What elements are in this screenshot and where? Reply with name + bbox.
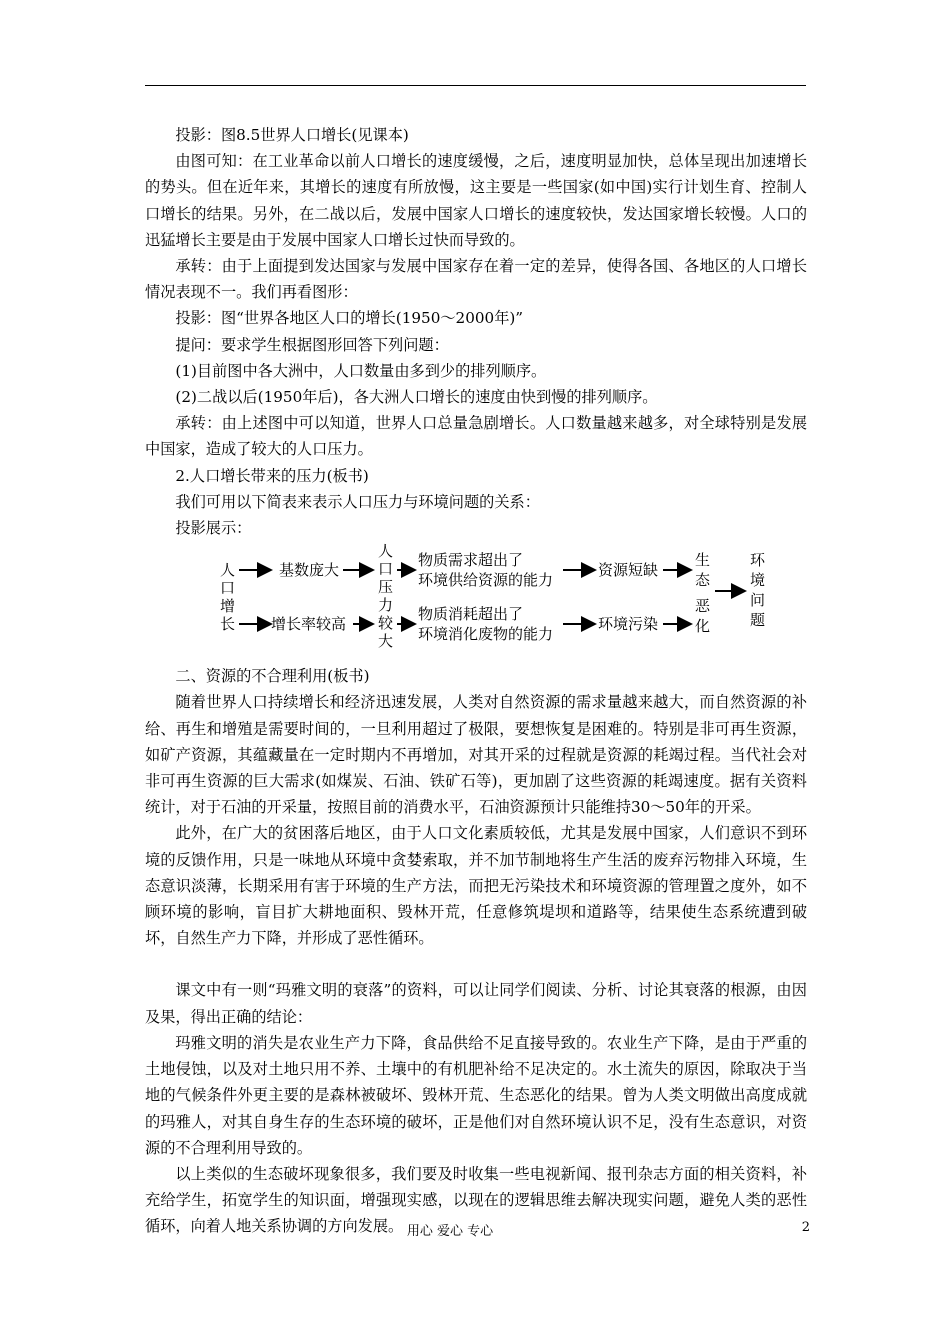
paragraph: 投影展示： bbox=[175, 519, 252, 538]
paragraph: 由图可知：在工业革命以前人口增长的速度缓慢，之后，速度明显加快，总体呈现出加速增长的势头。但在近年来，其增长的速度有所放慢，这主要是一些国家(如中国)实行计划生育、控制人口增长的结果。另外，在二战以后，发展中国家人口增长的速度较快，发达国家增长较慢。人口的迅猛增长主要是由于发展中国家人口增长过快而导致的。 bbox=[145, 152, 807, 249]
paragraph: 投影：图“世界各地区人口的增长(1950～2000年)” bbox=[175, 309, 524, 328]
diagram-start-char: 增 bbox=[220, 597, 236, 616]
diagram-eco-char: 化 bbox=[695, 617, 711, 636]
diagram-eco-char: 恶 bbox=[695, 597, 711, 616]
paragraph: 承转：由上述图中可以知道，世界人口总量急剧增长。人口数量越来越多，对全球特别是发展中国家，造成了较大的人口压力。 bbox=[145, 414, 807, 459]
page-number: 2 bbox=[801, 1220, 810, 1235]
diagram-final-char: 问 bbox=[750, 591, 766, 610]
diagram-lower-cause: 增长率较高 bbox=[271, 615, 347, 634]
population-pressure-flow-diagram bbox=[215, 543, 807, 649]
paragraph: 我们可用以下简表来表示人口压力与环境问题的关系： bbox=[175, 492, 540, 511]
flow-diagram-svg bbox=[215, 543, 785, 649]
paragraph: 提问：要求学生根据图形回答下列问题： bbox=[175, 335, 449, 354]
diagram-pressure-char: 较 bbox=[378, 614, 394, 633]
diagram-pressure-char: 压 bbox=[378, 578, 394, 597]
section-heading: 2.人口增长带来的压力(板书) bbox=[175, 466, 369, 485]
diagram-pressure-char: 力 bbox=[378, 596, 394, 615]
diagram-upper-effect: 环境供给资源的能力 bbox=[418, 571, 554, 590]
diagram-lower-effect: 环境消化废物的能力 bbox=[418, 625, 554, 644]
diagram-eco-char: 态 bbox=[695, 571, 711, 590]
diagram-lower-effect: 物质消耗超出了 bbox=[418, 605, 524, 624]
paragraph: 随着世界人口持续增长和经济迅速发展，人类对自然资源的需求量越来越大，而自然资源的补给、再生和增殖是需要时间的，一旦利用超过了极限，要想恢复是困难的。特别是非可再生资源，如矿产资源，其蕴藏量在一定时期内不再增加，对其开采的过程就是资源的耗竭过程。当代社会对非可再生资源的巨大需求(如煤炭、石油、铁矿石等)，更加剧了这些资源的耗竭速度。据有关资料统计，对于石油的开采量，按照目前的消费水平，石油资源预计只能维持30～50年的开采。 bbox=[145, 693, 807, 817]
diagram-eco-char: 生 bbox=[695, 551, 711, 570]
paragraph: 投影：图8.5世界人口增长(见课本) bbox=[175, 126, 409, 144]
paragraph: 课文中有一则“玛雅文明的衰落”的资料，可以让同学们阅读、分析、讨论其衰落的根源，由因及果，得出正确的结论： bbox=[145, 981, 807, 1026]
paragraph: (1)目前图中各大洲中，人口数量由多到少的排列顺序。 bbox=[175, 361, 547, 380]
diagram-final-char: 环 bbox=[750, 551, 766, 570]
header-rule bbox=[145, 85, 806, 86]
diagram-upper-result: 资源短缺 bbox=[598, 561, 659, 580]
diagram-lower-result: 环境污染 bbox=[598, 615, 659, 634]
document-body bbox=[145, 122, 807, 1240]
section-heading: 二、资源的不合理利用(板书) bbox=[175, 667, 370, 686]
diagram-pressure-char: 口 bbox=[378, 560, 394, 579]
diagram-upper-effect: 物质需求超出了 bbox=[418, 551, 524, 570]
paragraph-spacer bbox=[145, 951, 807, 977]
paragraph: 以上类似的生态破坏现象很多，我们要及时收集一些电视新闻、报刊杂志方面的相关资料，补充给学生，拓宽学生的知识面，增强现实感，以现在的逻辑思维去解决现实问题，避免人类的恶性循环，向着人地关系协调的方向发展。 bbox=[145, 1164, 807, 1236]
diagram-pressure-char: 大 bbox=[378, 632, 394, 650]
diagram-upper-cause: 基数庞大 bbox=[279, 561, 340, 580]
diagram-start-char: 口 bbox=[220, 579, 236, 598]
paragraph: (2)二战以后(1950年后)，各大洲人口增长的速度由快到慢的排列顺序。 bbox=[175, 388, 658, 407]
footer-slogan: 用心 爱心 专心 bbox=[406, 1224, 494, 1239]
paragraph: 玛雅文明的消失是农业生产力下降，食品供给不足直接导致的。农业生产下降，是由于严重的土地侵蚀，以及对土地只用不养、土壤中的有机肥补给不足决定的。水土流失的原因，除取决于当地的气候条件外更主要的是森林被破坏、毁林开荒、生态恶化的结果。曾为人类文明做出高度成就的玛雅人，对其自身生存的生态环境的破坏，正是他们对自然环境认识不足，没有生态意识，对资源的不合理利用导致的。 bbox=[145, 1033, 807, 1157]
diagram-start-char: 长 bbox=[220, 615, 236, 634]
paragraph: 承转：由于上面提到发达国家与发展中国家存在着一定的差异，使得各国、各地区的人口增长情况表现不一。我们再看图形： bbox=[145, 257, 807, 302]
diagram-final-char: 题 bbox=[750, 611, 766, 630]
paragraph: 此外，在广大的贫困落后地区，由于人口文化素质较低，尤其是发展中国家，人们意识不到环境的反馈作用，只是一味地从环境中贪婪索取，并不加节制地将生产生活的废弃污物排入环境，生态意识淡薄，长期采用有害于环境的生产方法，而把无污染技术和环境资源的管理置之度外，如不顾环境的影响，盲目扩大耕地面积、毁林开荒，任意修筑堤坝和道路等，结果使生态系统遭到破坏，自然生产力下降，并形成了恶性循环。 bbox=[145, 824, 807, 948]
diagram-pressure-char: 人 bbox=[378, 543, 394, 561]
diagram-final-char: 境 bbox=[750, 571, 766, 590]
diagram-start-char: 人 bbox=[220, 561, 236, 580]
